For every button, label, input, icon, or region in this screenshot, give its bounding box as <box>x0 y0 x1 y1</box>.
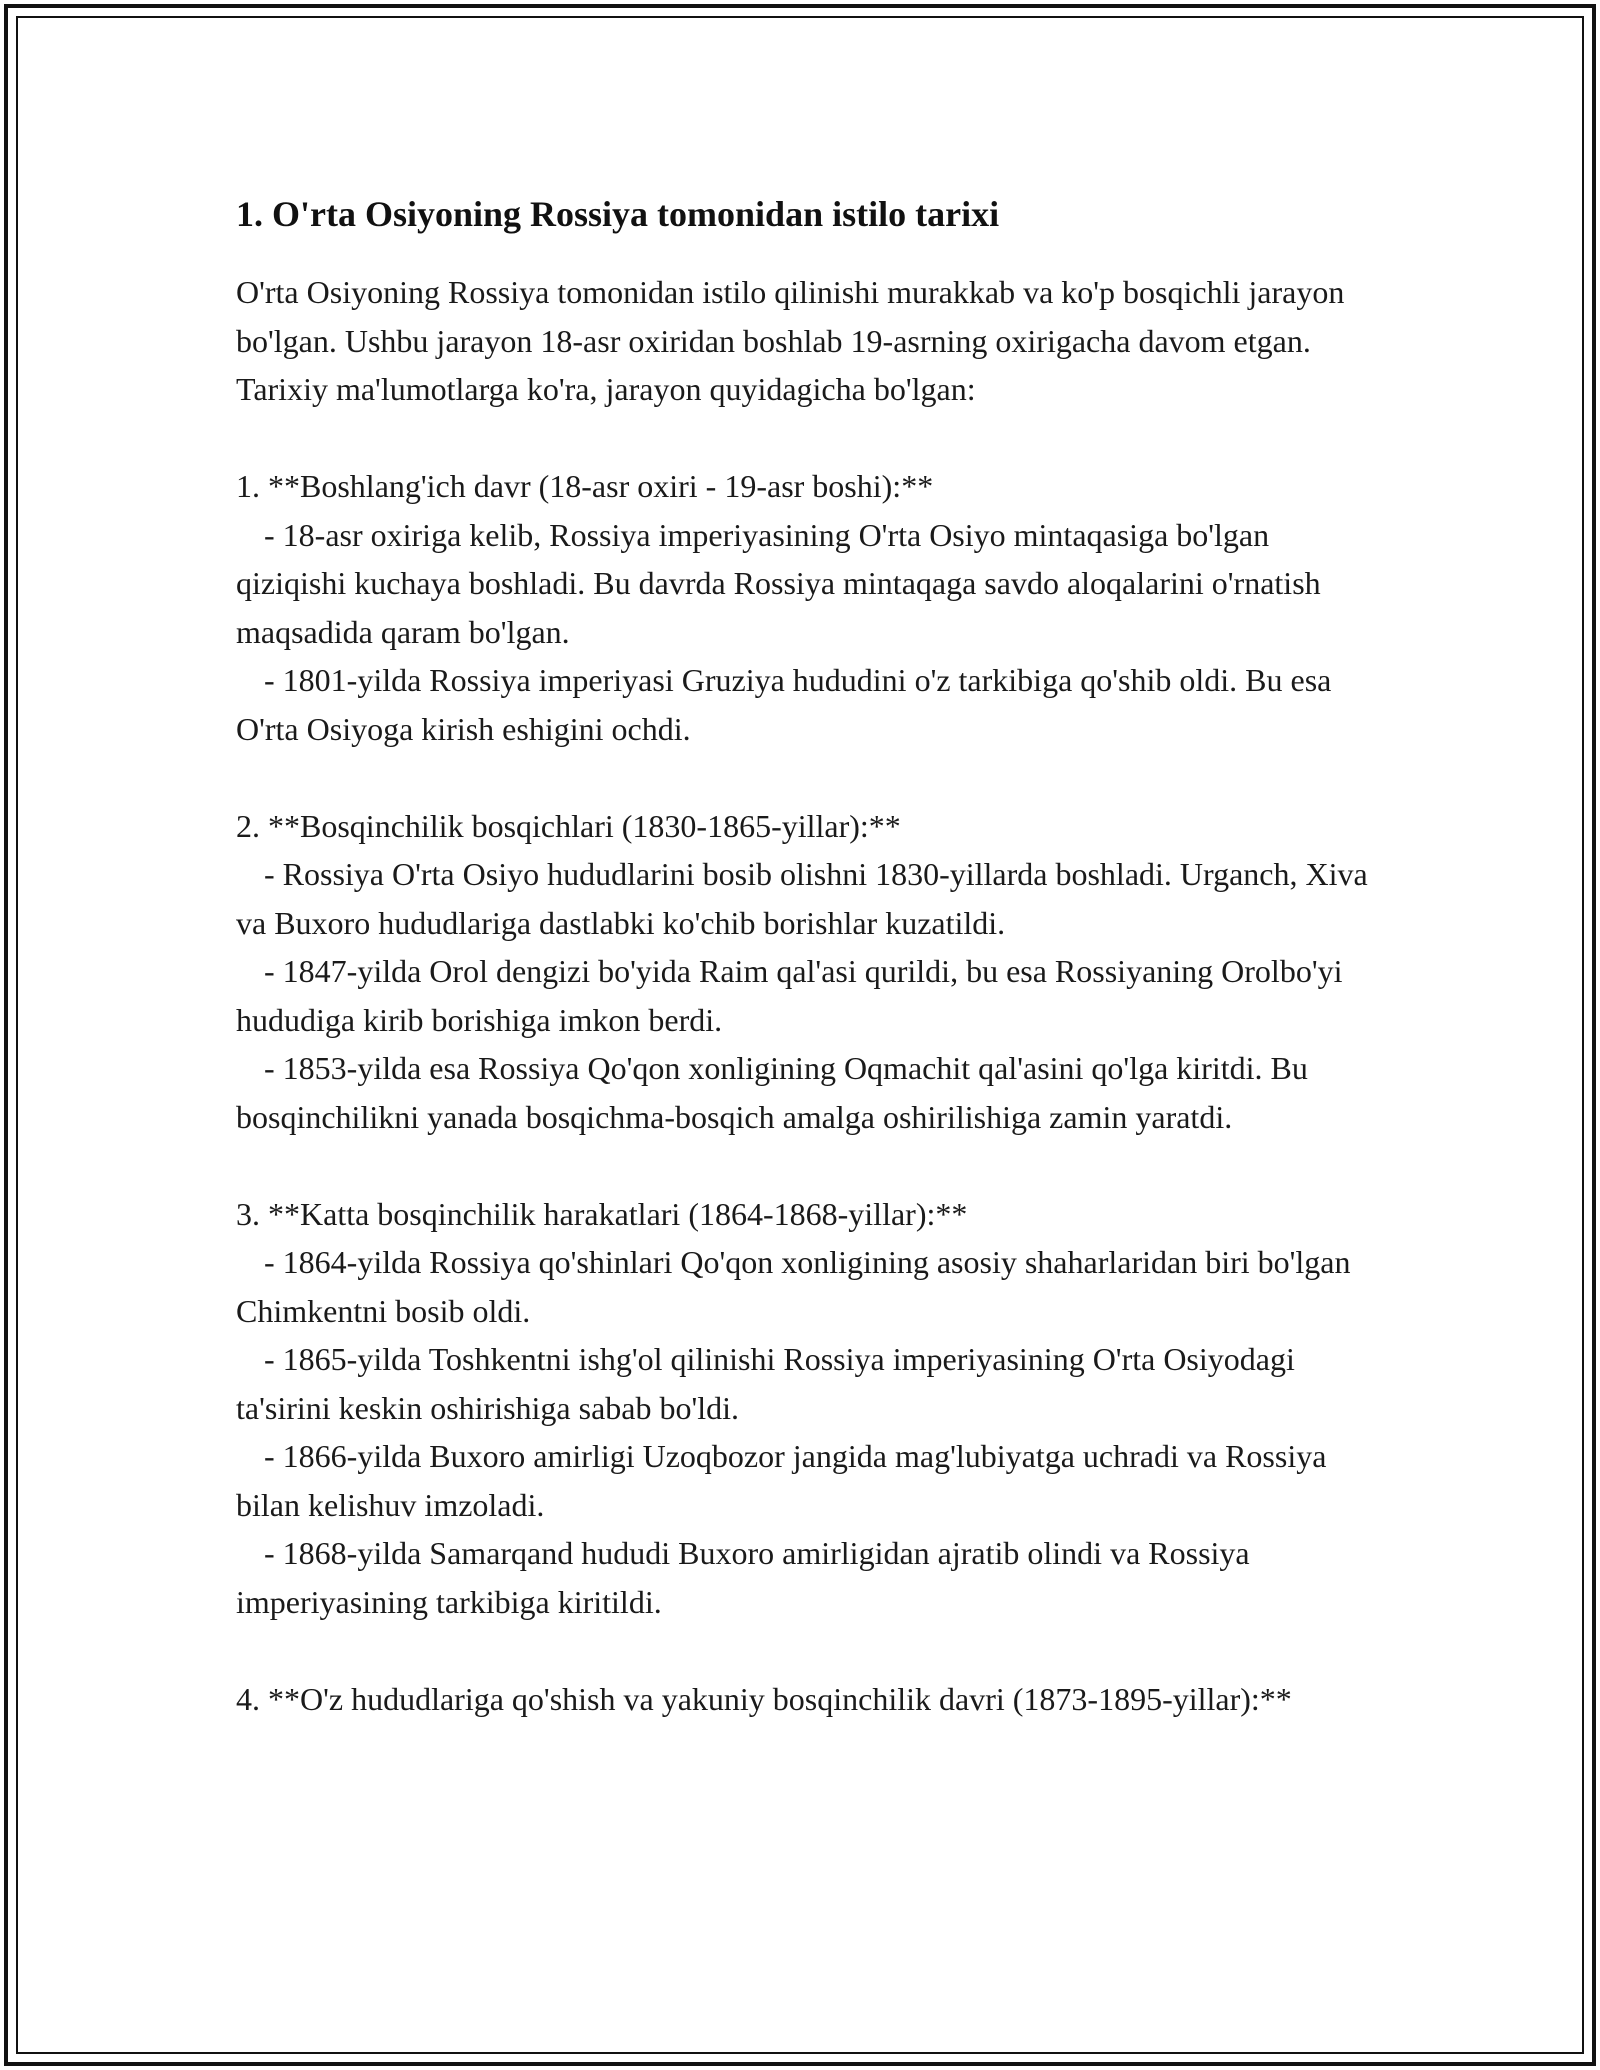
section-4 <box>236 1675 1386 1724</box>
list-item: - 18-asr oxiriga kelib, Rossiya imperiyasining O'rta Osiyo mintaqasiga bo'lgan qiziqishi kuchaya boshladi. Bu davrda Rossiya mintaqaga savdo aloqalarini o'rnatish maqsadida qaram bo'lgan. <box>236 516 1321 650</box>
list-item: - 1801-yilda Rossiya imperiyasi Gruziya hududini o'z tarkibiga qo'shib oldi. Bu esa O'rta Osiyoga kirish eshigini ochdi. <box>236 662 1332 747</box>
list-item: - 1864-yilda Rossiya qo'shinlari Qo'qon xonligining asosiy shaharlaridan biri bo'lgan Chimkentni bosib oldi. <box>236 1244 1351 1329</box>
list-item: - 1866-yilda Buxoro amirligi Uzoqbozor jangida mag'lubiyatga uchradi va Rossiya bilan kelishuv imzoladi. <box>236 1438 1327 1523</box>
section-1 <box>236 462 1386 753</box>
list-item: - Rossiya O'rta Osiyo hududlarini bosib olishni 1830-yillarda boshladi. Urganch, Xiva va Buxoro hududlariga dastlabki ko'chib borishlar kuzatildi. <box>236 856 1368 941</box>
section-2 <box>236 802 1386 1142</box>
list-item: - 1847-yilda Orol dengizi bo'yida Raim qal'asi qurildi, bu esa Rossiyaning Orolbo'yi hududiga kirib borishiga imkon berdi. <box>236 953 1343 1038</box>
list-item: - 1865-yilda Toshkentni ishg'ol qilinishi Rossiya imperiyasining O'rta Osiyodagi ta'sirini keskin oshirishiga sabab bo'ldi. <box>236 1341 1295 1426</box>
section-3 <box>236 1190 1386 1627</box>
list-item: - 1853-yilda esa Rossiya Qo'qon xonligining Oqmachit qal'asini qo'lga kiritdi. Bu bosqinchilikni yanada bosqichma-bosqich amalga oshirilishiga zamin yaratdi. <box>236 1050 1308 1135</box>
list-item: - 1868-yilda Samarqand hududi Buxoro amirligidan ajratib olindi va Rossiya imperiyasining tarkibiga kiritildi. <box>236 1535 1250 1620</box>
intro-paragraph: O'rta Osiyoning Rossiya tomonidan istilo qilinishi murakkab va ko'p bosqichli jarayon bo'lgan. Ushbu jarayon 18-asr oxiridan boshlab 19-asrning oxirigacha davom etgan. Tarixiy ma'lumotlarga ko'ra, jarayon quyidagicha bo'lgan: <box>236 274 1345 407</box>
section-heading: 2. **Bosqinchilik bosqichlari (1830-1865-yillar):** <box>236 807 901 844</box>
section-heading: 1. **Boshlang'ich davr (18-asr oxiri - 19-asr boshi):** <box>236 468 934 504</box>
document-body <box>236 186 1386 1723</box>
section-heading: 3. **Katta bosqinchilik harakatlari (1864-1868-yillar):** <box>236 1195 968 1232</box>
document-title: 1. O'rta Osiyoning Rossiya tomonidan istilo tarixi <box>236 194 1000 234</box>
section-heading: 4. **O'z hududlariga qo'shish va yakuniy bosqinchilik davri (1873-1895-yillar):** <box>236 1680 1292 1717</box>
